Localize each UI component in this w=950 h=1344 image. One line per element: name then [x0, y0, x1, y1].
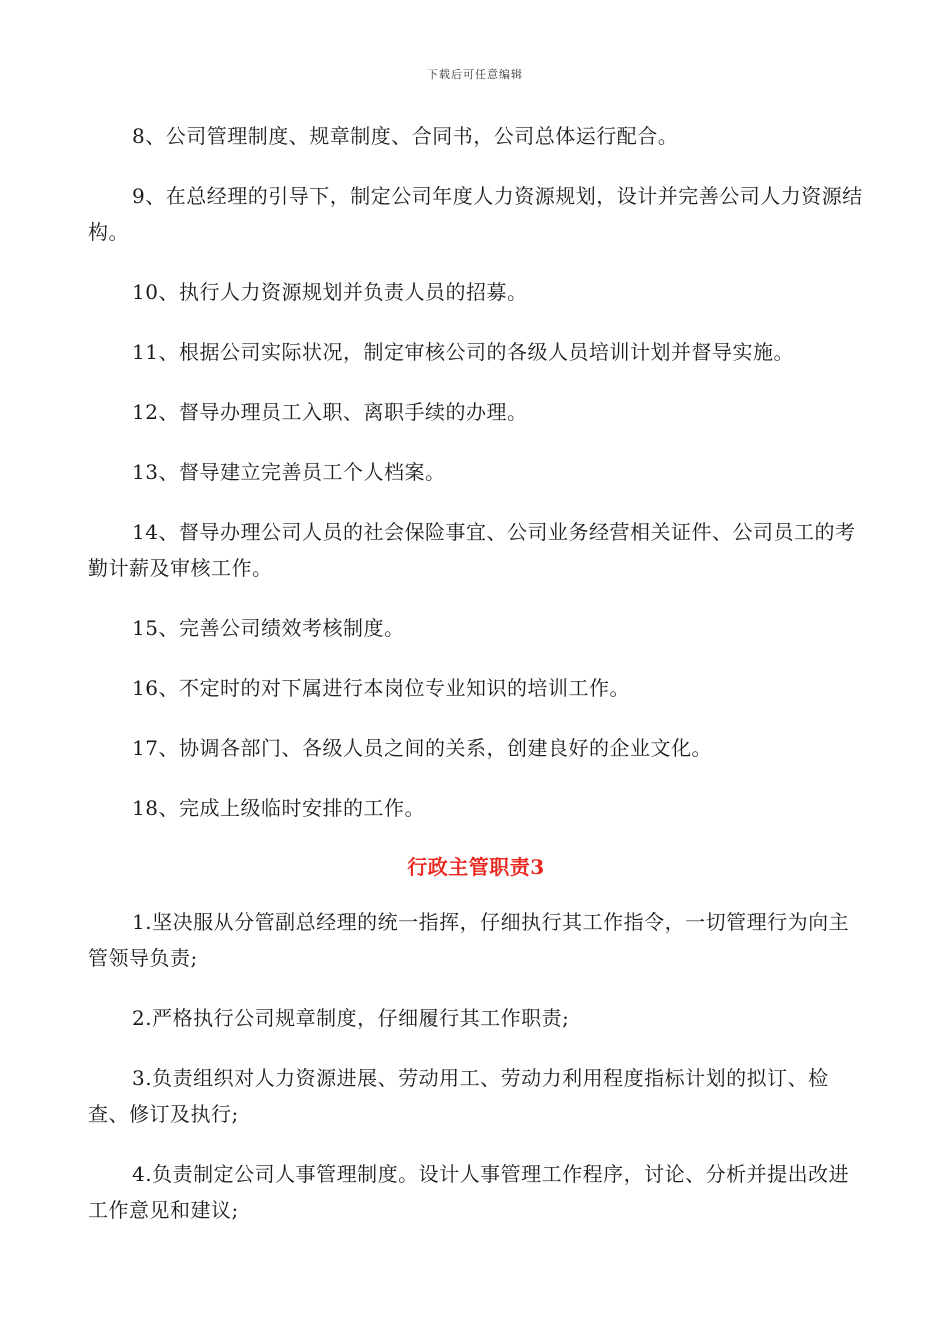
header-note: 下载后可任意编辑 — [427, 68, 523, 81]
paragraph-item-13: 13、督导建立完善员工个人档案。 — [132, 460, 446, 484]
paragraph-item-11: 11、根据公司实际状况，制定审核公司的各级人员培训计划并督导实施。 — [132, 340, 794, 364]
paragraph-item-8: 8、公司管理制度、规章制度、合同书，公司总体运行配合。 — [132, 124, 679, 148]
duty-item-4: 4.负责制定公司人事管理制度。设计人事管理工作程序，讨论、分析并提出改进工作意见和建议; — [88, 1162, 850, 1222]
paragraph-item-18: 18、完成上级临时安排的工作。 — [132, 796, 425, 820]
duty-item-1: 1.坚决服从分管副总经理的统一指挥，仔细执行其工作指令，一切管理行为向主管领导负责; — [88, 910, 850, 970]
section-title: 行政主管职责3 — [407, 855, 545, 879]
duty-item-2: 2.严格执行公司规章制度，仔细履行其工作职责; — [132, 1006, 570, 1030]
paragraph-item-16: 16、不定时的对下属进行本岗位专业知识的培训工作。 — [132, 676, 630, 700]
paragraph-item-14: 14、督导办理公司人员的社会保险事宜、公司业务经营相关证件、公司员工的考勤计薪及审核工作。 — [88, 520, 856, 580]
paragraph-item-17: 17、协调各部门、各级人员之间的关系，创建良好的企业文化。 — [132, 736, 712, 760]
paragraph-item-12: 12、督导办理员工入职、离职手续的办理。 — [132, 400, 528, 424]
paragraph-item-9: 9、在总经理的引导下，制定公司年度人力资源规划，设计并完善公司人力资源结构。 — [88, 184, 863, 244]
paragraph-item-10: 10、执行人力资源规划并负责人员的招募。 — [132, 280, 528, 304]
duty-item-3: 3.负责组织对人力资源进展、劳动用工、劳动力利用程度指标计划的拟订、检查、修订及执行; — [88, 1066, 829, 1126]
paragraph-item-15: 15、完善公司绩效考核制度。 — [132, 616, 405, 640]
document-body — [88, 118, 864, 1252]
